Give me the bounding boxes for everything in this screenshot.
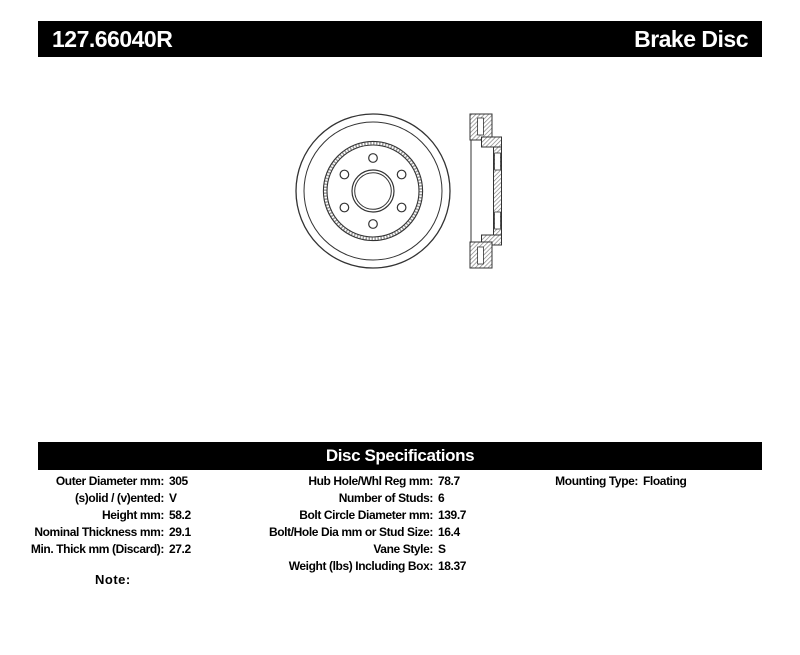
- spec-value: 29.1: [169, 525, 191, 539]
- part-number: 127.66040R: [52, 25, 173, 52]
- brake-disc-drawing: [280, 95, 520, 285]
- spec-value: 78.7: [438, 474, 460, 488]
- spec-row-number-of-studs: [290, 490, 540, 507]
- spec-label: Mounting Type:: [555, 474, 638, 488]
- product-type-title: Brake Disc: [634, 25, 748, 52]
- spec-row-weight: [290, 558, 540, 575]
- spec-label: Hub Hole/Whl Reg mm:: [308, 474, 433, 488]
- spec-label: Height mm:: [101, 508, 164, 522]
- brake-disc-front-view-icon: [296, 114, 450, 268]
- spec-row-min-thickness: [30, 541, 290, 558]
- spec-label: Vane Style:: [373, 542, 433, 556]
- spec-row-vane-style: [290, 541, 540, 558]
- spec-row-height: [38, 507, 290, 524]
- spec-value: 27.2: [169, 542, 191, 556]
- spec-value: 6: [438, 491, 445, 505]
- spec-value: 58.2: [169, 508, 191, 522]
- spec-label: Outer Diameter mm:: [55, 474, 164, 488]
- spec-row-outer-diameter: [38, 473, 290, 490]
- spec-value: S: [438, 542, 446, 556]
- note-label: Note:: [95, 572, 131, 587]
- section-title: Disc Specifications: [325, 446, 475, 465]
- spec-label: (s)olid / (v)ented:: [74, 491, 164, 505]
- spec-row-hub-hole: [290, 473, 540, 490]
- spec-row-bolt-hole-dia: [268, 524, 540, 541]
- spec-value: 18.37: [438, 559, 467, 573]
- spec-row-bolt-circle-diameter: [290, 507, 540, 524]
- brake-disc-cross-section-icon: [470, 114, 502, 268]
- spec-label: Bolt Circle Diameter mm:: [299, 508, 433, 522]
- spec-column-left: [30, 473, 290, 558]
- stud-holes: [340, 154, 406, 229]
- spec-value: V: [169, 491, 177, 505]
- spec-value: 139.7: [438, 508, 467, 522]
- spec-row-solid-vented: [38, 490, 290, 507]
- spec-row-mounting-type: [540, 473, 762, 490]
- spec-column-middle: [268, 473, 540, 575]
- spec-label: Weight (lbs) Including Box:: [288, 559, 433, 573]
- spec-value: Floating: [643, 474, 687, 488]
- spec-value: 16.4: [438, 525, 460, 539]
- spec-column-right: [540, 473, 762, 490]
- spec-label: Min. Thick mm (Discard):: [30, 542, 164, 556]
- header-bar: [38, 21, 762, 57]
- spec-row-nominal-thickness: [34, 524, 290, 541]
- spec-label: Bolt/Hole Dia mm or Stud Size:: [268, 525, 433, 539]
- spec-value: 305: [169, 474, 188, 488]
- spec-label: Nominal Thickness mm:: [34, 525, 164, 539]
- spec-label: Number of Studs:: [338, 491, 433, 505]
- section-title-bar: [38, 442, 762, 470]
